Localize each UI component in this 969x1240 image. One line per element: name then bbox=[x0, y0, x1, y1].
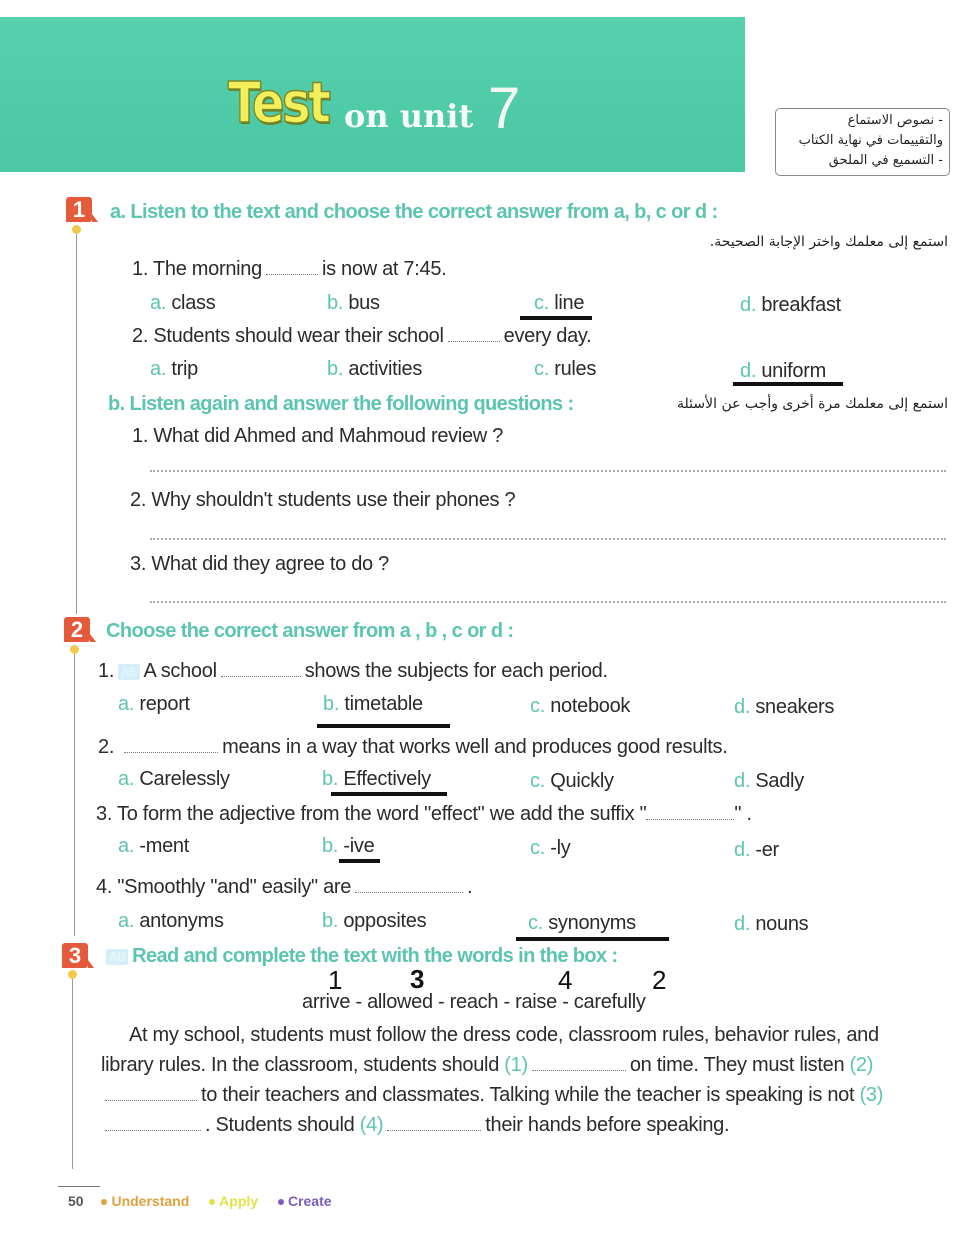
section-3-badge: 3 bbox=[62, 943, 88, 968]
option-d[interactable]: d. -er bbox=[734, 839, 779, 861]
blank-number: (3) bbox=[859, 1084, 884, 1106]
section-1b-heading: b. Listen again and answer the following questions : bbox=[108, 393, 574, 415]
section-1-line bbox=[76, 234, 77, 614]
page-footer bbox=[68, 1193, 348, 1209]
question-1a-2: 2. Students should wear their school every day. bbox=[132, 325, 592, 347]
option-c[interactable]: c. rules bbox=[534, 358, 597, 380]
footer-divider bbox=[58, 1186, 100, 1187]
question-2-1: 1. AB A school shows the subjects for each period. bbox=[98, 660, 608, 682]
level-understand: Understand bbox=[101, 1193, 189, 1209]
option-d[interactable]: d. uniform bbox=[740, 360, 826, 382]
handwritten-number: 1 bbox=[328, 965, 343, 995]
option-b[interactable]: b. -ive bbox=[322, 835, 375, 857]
blank[interactable] bbox=[448, 340, 500, 342]
note-line: - نصوص الاستماع bbox=[847, 113, 943, 128]
section-1-dot bbox=[72, 225, 81, 234]
blank-number: (2) bbox=[849, 1054, 874, 1076]
option-c[interactable]: c. notebook bbox=[530, 695, 631, 717]
option-a[interactable]: a. Carelessly bbox=[118, 768, 230, 790]
blank[interactable] bbox=[105, 1129, 201, 1131]
title-on-unit: on unit bbox=[344, 97, 474, 135]
option-b[interactable]: b. timetable bbox=[323, 693, 423, 715]
section-1a-arabic-instruction: استمع إلى معلمك واختر الإجابة الصحيحة. bbox=[709, 234, 948, 250]
note-line: - التسميع في الملحق bbox=[828, 153, 943, 168]
question-2-4: 4. "Smoothly "and" easily" are . bbox=[96, 876, 473, 898]
blank[interactable] bbox=[105, 1099, 197, 1101]
arabic-note-box bbox=[775, 108, 950, 176]
option-b[interactable]: b. activities bbox=[327, 358, 423, 380]
dot-icon bbox=[209, 1199, 215, 1205]
question-text: is now at 7:45. bbox=[321, 258, 447, 280]
title-banner bbox=[0, 17, 745, 172]
section-2-heading: Choose the correct answer from a , b , c or d : bbox=[106, 620, 514, 642]
section-1b-arabic-instruction: استمع إلى معلمك مرة أخرى وأجب عن الأسئلة bbox=[677, 396, 948, 412]
section-3-dot bbox=[68, 970, 77, 979]
blank-number: (1) bbox=[504, 1054, 528, 1076]
handwritten-number: 3 bbox=[410, 964, 425, 994]
option-c[interactable]: c. synonyms bbox=[528, 912, 636, 934]
blank[interactable] bbox=[646, 818, 734, 820]
section-2-line bbox=[74, 654, 75, 936]
note-line: والتقييمات في نهاية الكتاب bbox=[798, 133, 943, 148]
blank[interactable] bbox=[266, 273, 318, 275]
dot-icon bbox=[278, 1199, 284, 1205]
handwritten-number: 4 bbox=[558, 965, 573, 995]
section-1-badge: 1 bbox=[66, 197, 92, 222]
level-create: Create bbox=[278, 1193, 332, 1209]
question-text: 1. The morning bbox=[132, 258, 262, 280]
section-2-badge: 2 bbox=[64, 617, 90, 642]
option-a[interactable]: a. antonyms bbox=[118, 910, 224, 932]
answer-line[interactable] bbox=[150, 470, 946, 472]
section-3-heading: AB Read and complete the text with the words in the box : bbox=[106, 946, 618, 966]
option-c[interactable]: c. Quickly bbox=[530, 770, 614, 792]
option-a[interactable]: a. report bbox=[118, 693, 190, 715]
option-b[interactable]: b. opposites bbox=[322, 910, 427, 932]
page-number: 50 bbox=[68, 1193, 84, 1209]
level-apply: Apply bbox=[209, 1193, 258, 1209]
option-d[interactable]: d. Sadly bbox=[734, 770, 804, 792]
option-b[interactable]: b. Effectively bbox=[322, 768, 431, 790]
handwritten-number: 2 bbox=[652, 965, 667, 995]
option-d[interactable]: d. sneakers bbox=[734, 696, 835, 718]
reading-passage: At my school, students must follow the dress code, classroom rules, behavior rules, and library rules. In the classroom, students should (1) on time. They must listen (2)to their teachers and classmates. Talking while the teacher is speaking is not (3). Students should (4) their hands before speaking. bbox=[101, 1024, 884, 1136]
title-unit-number: 7 bbox=[488, 76, 521, 141]
option-a[interactable]: a. -ment bbox=[118, 835, 189, 857]
ab-tag-icon: AB bbox=[118, 664, 139, 680]
ab-tag-icon: AB bbox=[106, 949, 128, 965]
section-3-line bbox=[72, 979, 73, 1169]
option-a[interactable]: a. class bbox=[150, 292, 216, 314]
answer-underline bbox=[516, 937, 669, 941]
option-d[interactable]: d. breakfast bbox=[740, 294, 841, 316]
option-a[interactable]: a. trip bbox=[150, 358, 198, 380]
option-c[interactable]: c. -ly bbox=[530, 837, 571, 859]
question-2-2: 2. means in a way that works well and produces good results. bbox=[98, 736, 728, 758]
blank-number: (4) bbox=[359, 1114, 384, 1136]
answer-underline bbox=[317, 724, 450, 728]
blank[interactable] bbox=[221, 675, 301, 677]
blank[interactable] bbox=[387, 1129, 481, 1131]
answer-underline bbox=[733, 382, 843, 386]
question-2-3: 3. To form the adjective from the word "effect" we add the suffix " " . bbox=[96, 803, 752, 825]
title-test-word: Test bbox=[228, 71, 329, 136]
answer-underline bbox=[520, 316, 592, 320]
section-2-dot bbox=[70, 645, 79, 654]
blank[interactable] bbox=[532, 1069, 626, 1071]
answer-underline bbox=[331, 792, 447, 796]
section-1a-heading: a. Listen to the text and choose the correct answer from a, b, c or d : bbox=[110, 201, 718, 223]
question-1b-1: 1. What did Ahmed and Mahmoud review ? bbox=[132, 425, 504, 447]
word-box: arrive - allowed - reach - raise - carefully bbox=[302, 991, 646, 1013]
option-c[interactable]: c. line bbox=[534, 292, 585, 314]
option-b[interactable]: b. bus bbox=[327, 292, 380, 314]
question-1b-3: 3. What did they agree to do ? bbox=[130, 553, 389, 575]
dot-icon bbox=[101, 1199, 107, 1205]
option-d[interactable]: d. nouns bbox=[734, 913, 809, 935]
question-1b-2: 2. Why shouldn't students use their phones ? bbox=[130, 489, 516, 511]
question-1a-1 bbox=[132, 259, 446, 279]
answer-line[interactable] bbox=[150, 601, 946, 603]
answer-line[interactable] bbox=[150, 538, 946, 540]
blank[interactable] bbox=[124, 751, 218, 753]
blank[interactable] bbox=[355, 891, 463, 893]
answer-underline bbox=[339, 859, 380, 863]
